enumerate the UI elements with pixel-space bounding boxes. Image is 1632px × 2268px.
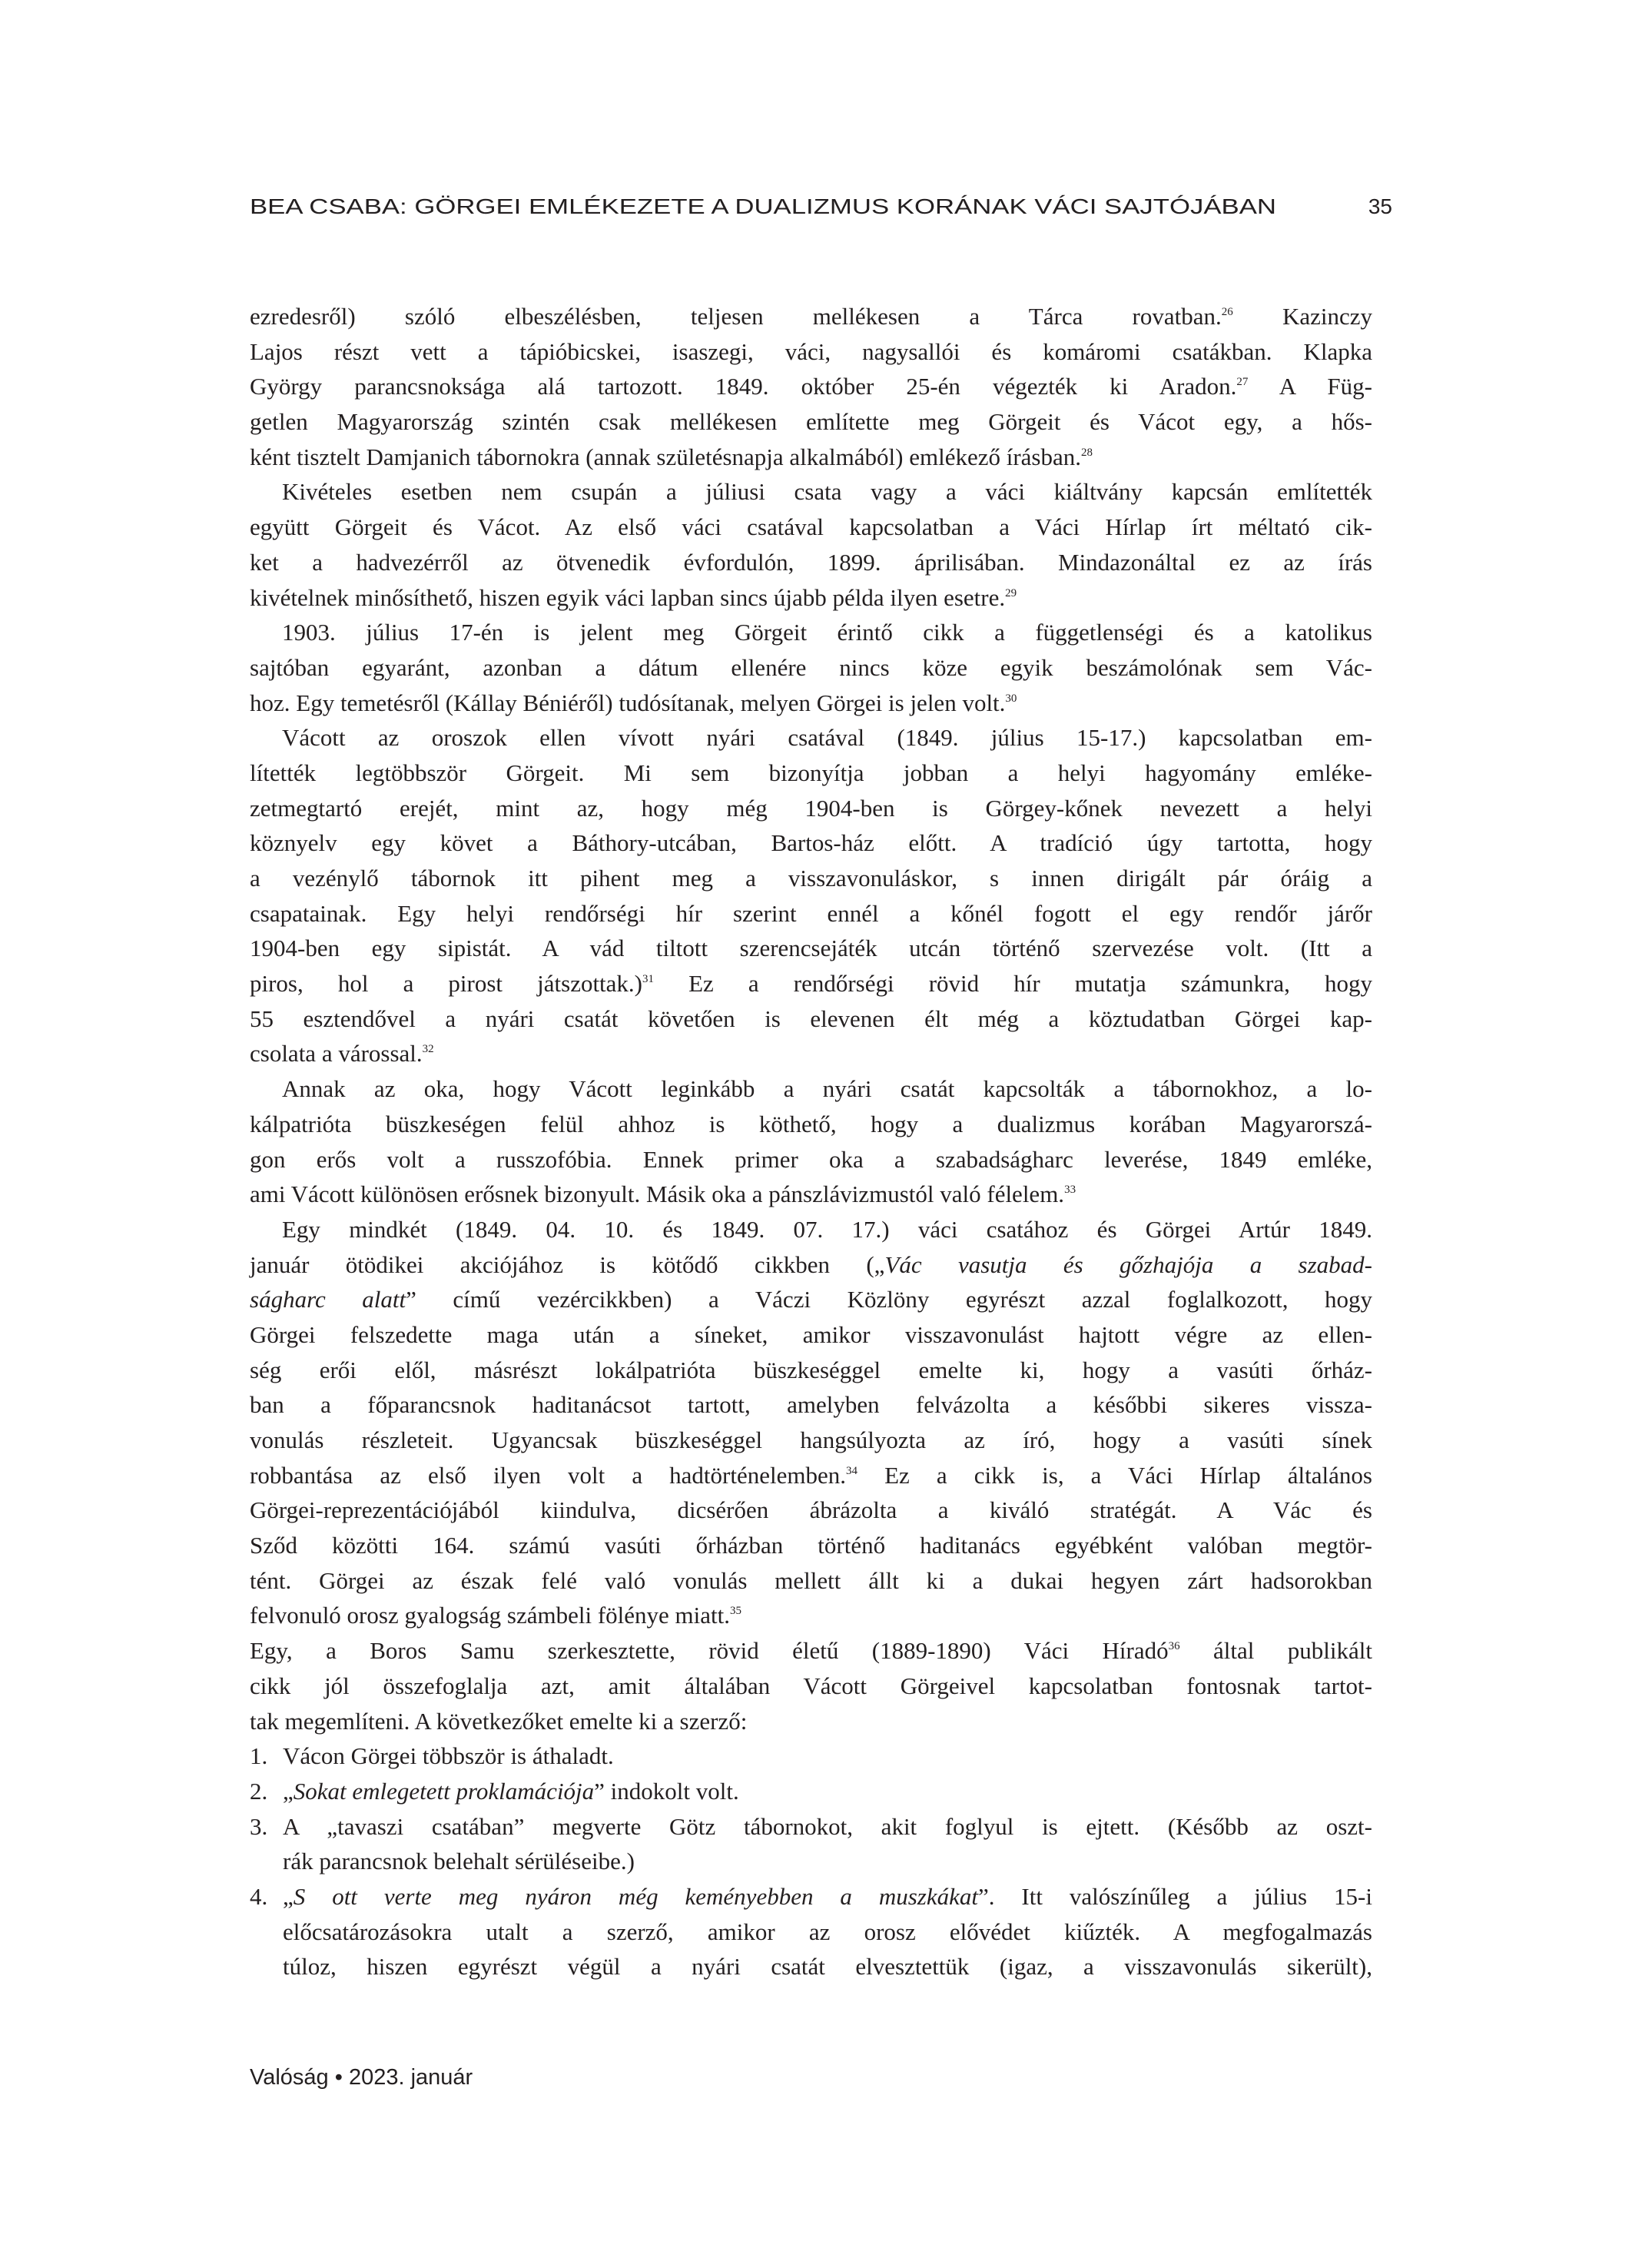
text-segment: kálpatrióta büszkeségen felül ahhoz is köthető, hogy a dualizmus korában Magyarorszá- [250,1110,1372,1137]
footnote-reference[interactable]: 34 [846,1464,857,1477]
text-line [250,1914,1372,1950]
running-header [250,194,1276,219]
text-segment: a vezénylő tábornok itt pihent meg a visszavonuláskor, s innen dirigált pár óráig a [250,865,1372,892]
list-number: 2. [250,1777,268,1805]
text-segment: előcsatározásokra utalt a szerző, amikor az orosz elővédet kiűzték. A megfogalmazás [283,1918,1372,1945]
text-line [250,1633,1372,1669]
text-segment: vonulás részleteit. Ugyancsak büszkeséggel hangsúlyozta az író, hogy a vasúti sínek [250,1426,1372,1453]
text-segment: Vácott az oroszok ellen vívott nyári csatával (1849. július 15-17.) kapcsolatban em- [282,724,1372,752]
text-line [250,1177,1372,1212]
footnote-reference[interactable]: 26 [1221,306,1233,318]
text-segment: gon erős volt a russzofóbia. Ennek primer oka a szabadságharc leverése, 1849 emléke, [250,1145,1372,1173]
text-line [250,545,1372,580]
text-segment: lítették legtöbbször Görgeit. Mi sem bizonyítja jobban a helyi hagyomány emléke- [250,759,1372,786]
text-line [250,1353,1372,1388]
text-line [250,1528,1372,1563]
text-segment: György parancsnoksága alá tartozott. 1849. október 25-én végezték ki Aradon. [250,373,1237,400]
text-line [250,404,1372,440]
text-segment: Kazinczy [1232,303,1372,330]
text-segment: január ötödikei akciójához is kötődő cikkben („ [250,1250,885,1278]
text-segment: zetmegtartó erejét, mint az, hogy még 1904-ben is Görgey-kőnek nevezett a helyi [250,794,1372,822]
text-segment: A „tavaszi csatában” megverte Götz tábornokot, akit foglyul is ejtett. (Később az oszt- [283,1812,1372,1840]
text-segment: rák parancsnok belehalt sérüléseibe.) [283,1848,635,1875]
footer-separator-bullet: • [334,2065,343,2090]
running-header-title: BEA CSABA: GÖRGEI EMLÉKEZETE A DUALIZMUS KORÁNAK VÁCI SAJTÓJÁBAN [250,194,1276,218]
text-segment: „ [283,1777,294,1805]
text-segment: cikk jól összefoglalja azt, amit általában Vácott Görgeivel kapcsolatban fontosnak tartot- [250,1672,1372,1699]
text-line [250,615,1372,650]
page-number: 35 [1368,194,1392,218]
footnote-reference[interactable]: 32 [422,1043,434,1056]
text-segment: robbantása az első ilyen volt a hadtörténelemben. [250,1461,846,1489]
text-line [250,369,1372,404]
text-segment: Kivételes esetben nem csupán a júliusi csata vagy a váci kiáltvány kapcsán említették [282,478,1372,506]
text-line [250,1563,1372,1599]
list-item-line [250,1879,1372,1914]
text-segment: ”. Itt valószínűleg a július 15-i [977,1882,1372,1910]
text-segment: ” indokolt volt. [594,1777,739,1805]
text-line [250,931,1372,966]
footnote-reference[interactable]: 28 [1081,446,1093,459]
text-segment: 55 esztendővel a nyári csatát követően is elevenen élt még a köztudatban Görgei kap- [250,1004,1372,1032]
text-segment: Lajos részt vett a tápióbicskei, isaszegi, váci, nagysallói és komáromi csatákban. Klapka [250,337,1372,365]
text-segment: sajtóban egyaránt, azonban a dátum ellenére nincs köze egyik beszámolónak sem Vác- [250,653,1372,681]
text-line [250,299,1372,334]
text-segment: 1903. július 17-én is jelent meg Görgeit érintő cikk a függetlenségi és a katolikus [282,619,1372,646]
text-segment: Ez a cikk is, a Váci Hírlap általános [857,1461,1372,1489]
text-segment: A Füg- [1248,373,1372,400]
footnote-reference[interactable]: 35 [730,1605,741,1618]
text-segment: Egy mindkét (1849. 04. 10. és 1849. 07. 17.) váci csatához és Görgei Artúr 1849. [282,1215,1372,1243]
text-segment: ség erői elől, másrészt lokálpatrióta büszkeséggel emelte ki, hogy a vasúti őrház- [250,1356,1372,1383]
text-segment: Egy, a Boros Samu szerkesztette, rövid életű (1889-1890) Váci Híradó [250,1637,1169,1665]
text-line [250,1669,1372,1704]
text-line [250,861,1372,896]
text-line [250,791,1372,826]
text-segment: tak megemlíteni. A következőket emelte ki a szerző: [250,1707,748,1735]
text-segment: getlen Magyarország szintén csak mellékesen említette meg Görgeit és Vácot egy, a hős- [250,408,1372,436]
text-segment: köznyelv egy követ a Báthory-utcában, Bartos-ház előtt. A tradíció úgy tartotta, hogy [250,829,1372,857]
text-segment: ként tisztelt Damjanich tábornokra (annak születésnapja alkalmából) emlékező írásban. [250,443,1081,470]
text-segment: tént. Görgei az észak felé való vonulás mellett állt ki a dukai hegyen zárt hadsorokban [250,1566,1372,1594]
text-line [250,510,1372,545]
text-segment: Ez a rendőrségi rövid hír mutatja számunkra, hogy [654,970,1372,998]
list-number: 1. [250,1742,268,1770]
text-line [250,1949,1372,1984]
text-line [250,1107,1372,1142]
list-item-line [250,1774,1372,1809]
text-line [250,686,1372,721]
text-segment: felvonuló orosz gyalogság számbeli fölénye miatt. [250,1602,730,1629]
text-line [250,1247,1372,1283]
text-segment: 1904-ben egy sipistát. A vád tiltott szerencsejáték utcán történő szervezése volt. (Itt a [250,935,1372,962]
text-segment: csolata a várossal. [250,1040,423,1068]
text-segment: csapatainak. Egy helyi rendőrségi hír szerint ennél a kőnél fogott el egy rendőr járőr [250,899,1372,927]
footer-issue-date: 2023. január [348,2065,473,2090]
italic-quotation: S ott verte meg nyáron még keményebben a muszkákat [293,1882,978,1910]
footnote-reference[interactable]: 29 [1005,586,1017,599]
text-segment: piros, hol a pirost játszottak.) [250,970,643,998]
text-line [250,720,1372,755]
text-segment: „ [283,1882,294,1910]
text-line [250,1317,1372,1353]
text-line [250,1493,1372,1528]
text-segment: Görgei felszedette maga után a síneket, amikor visszavonulást hajtott végre az ellen- [250,1320,1372,1348]
italic-quotation: Vác vasutja és gőzhajója a szabad- [884,1250,1372,1278]
text-segment: ban a főparancsnok haditanácsot tartott, amelyben felvázolta a későbbi sikeres vissza- [250,1391,1372,1419]
text-line [250,1142,1372,1177]
text-line [250,334,1372,370]
article-body [250,299,1372,1984]
text-line [250,1458,1372,1493]
text-segment: ezredesről) szóló elbeszélésben, teljesen mellékesen a Tárca rovatban. [250,303,1222,330]
text-line [250,474,1372,510]
text-line [250,1001,1372,1037]
list-number: 4. [250,1882,268,1910]
text-line [250,1423,1372,1458]
text-segment: hoz. Egy temetésről (Kállay Béniéről) tudósítanak, melyen Görgei is jelen volt. [250,689,1006,716]
text-segment: kivételnek minősíthető, hiszen egyik váci lapban sincs újabb példa ilyen esetre. [250,583,1006,611]
text-line [250,650,1372,686]
text-line [250,1071,1372,1107]
list-number: 3. [250,1812,268,1840]
text-line [250,896,1372,931]
text-segment: Sződ közötti 164. számú vasúti őrházban történő haditanács egyébként valóban megtör- [250,1532,1372,1559]
text-line [250,755,1372,791]
list-item-line [250,1738,1372,1774]
text-segment: ami Vácott különösen erősnek bizonyult. Másik oka a pánszlávizmustól való félelem. [250,1180,1065,1208]
footnote-reference[interactable]: 27 [1236,376,1249,389]
text-line [250,1282,1372,1317]
text-line [250,580,1372,616]
italic-quotation: ságharc alatt [250,1286,406,1313]
text-line [250,966,1372,1001]
text-line [250,1598,1372,1633]
text-segment: Vácon Görgei többször is áthaladt. [283,1742,614,1770]
page-footer [250,2064,473,2090]
text-line [250,825,1372,861]
text-line [250,440,1372,475]
text-line [250,1212,1372,1247]
text-segment: túloz, hiszen egyrészt végül a nyári csatát elvesztettük (igaz, a visszavonulás sikerült), [283,1953,1372,1981]
footnote-reference[interactable]: 33 [1064,1184,1076,1197]
text-segment: ” című vezércikkben) a Váczi Közlöny egyrészt azzal foglalkozott, hogy [406,1286,1372,1313]
italic-quotation: Sokat emlegetett proklamációja [293,1777,595,1805]
text-segment: Annak az oka, hogy Vácott leginkább a nyári csatát kapcsolták a tábornokhoz, a lo- [282,1075,1372,1103]
footnote-reference[interactable]: 30 [1005,692,1017,705]
text-line [250,1387,1372,1423]
footer-journal-name: Valóság [250,2065,329,2090]
text-segment: ket a hadvezérről az ötvenedik évfordulón, 1899. áprilisában. Mindazonáltal ez az írás [250,548,1372,576]
list-item-line [250,1809,1372,1845]
text-line [250,1704,1372,1739]
text-line [250,1036,1372,1071]
footnote-reference[interactable]: 36 [1168,1640,1180,1653]
footnote-reference[interactable]: 31 [642,973,655,986]
text-segment: együtt Görgeit és Vácot. Az első váci csatával kapcsolatban a Váci Hírlap írt méltató cik- [250,513,1372,541]
text-segment: Görgei-reprezentációjából kiindulva, dicsérően ábrázolta a kiváló stratégát. A Vác és [250,1496,1372,1524]
text-line [250,1844,1372,1879]
text-segment: által publikált [1179,1637,1372,1665]
